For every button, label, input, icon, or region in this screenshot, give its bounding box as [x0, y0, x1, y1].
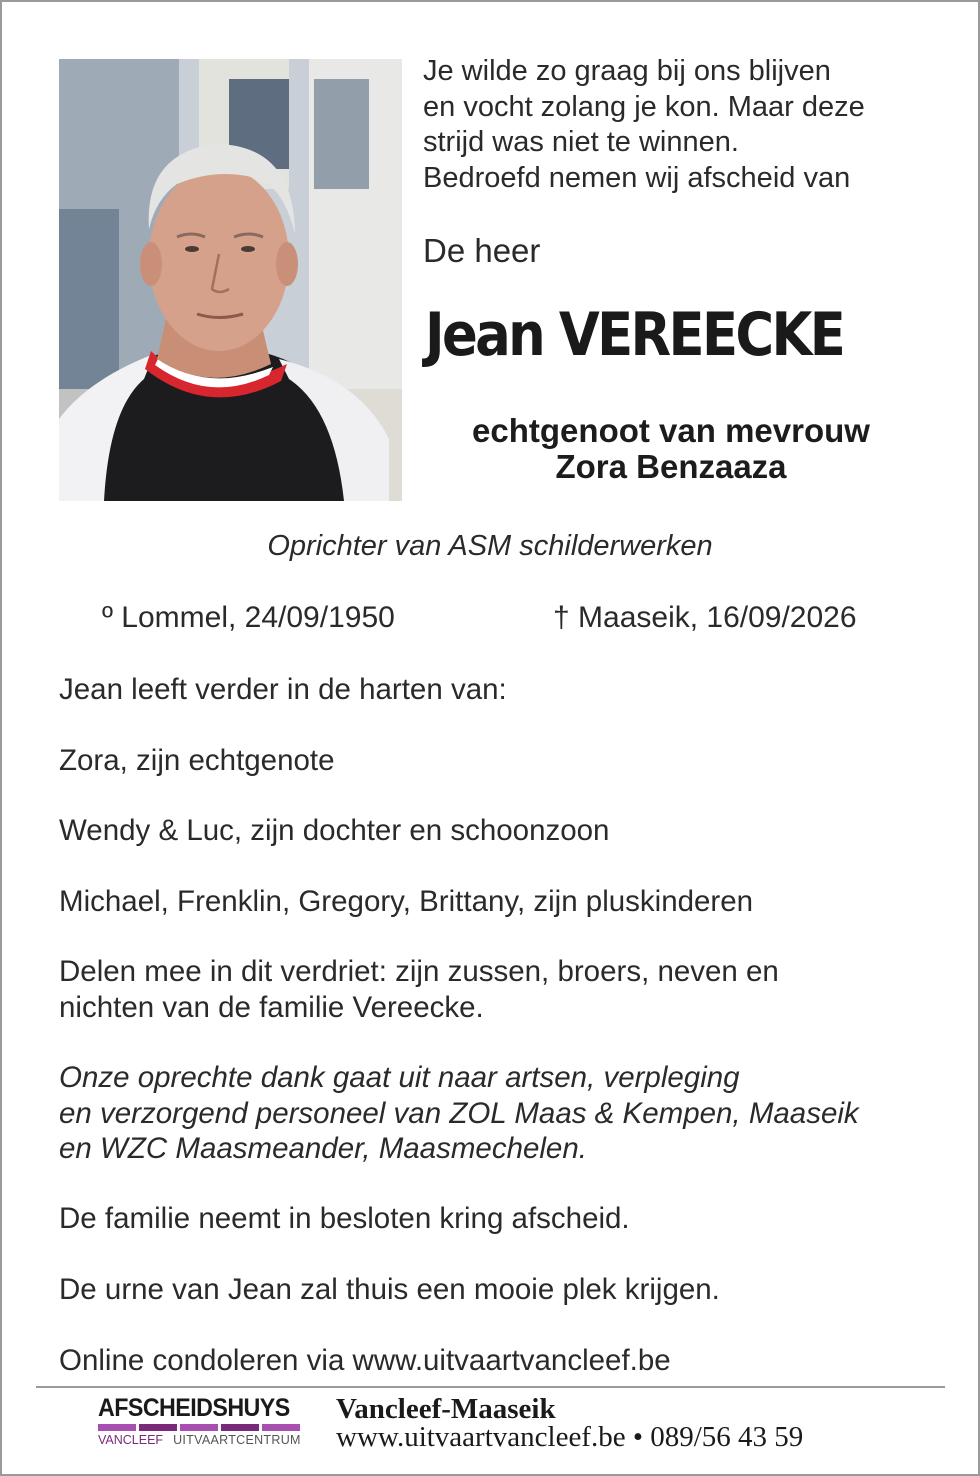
birth-info: º Lommel, 24/09/1950 — [102, 601, 395, 634]
logo-sub-left: VANCLEEF — [98, 1433, 164, 1447]
spouse-line-2: Zora Benzaaza — [555, 448, 787, 485]
spouse-block — [421, 413, 921, 485]
logo-sub-right: UITVAARTCENTRUM — [173, 1433, 301, 1447]
share-line: nichten van de familie Vereecke. — [59, 990, 484, 1024]
thanks-line: Onze oprechte dank gaat uit naar artsen, verpleging — [59, 1061, 740, 1095]
intro-text — [423, 54, 943, 196]
daughter-line: Wendy & Luc, zijn dochter en schoonzoon — [59, 814, 610, 848]
funeral-home-contact[interactable]: www.uitvaartvancleef.be • 089/56 43 59 — [336, 1421, 804, 1453]
portrait-photo — [59, 59, 402, 501]
afscheidshuys-logo — [98, 1394, 304, 1447]
deceased-name: Jean VEREECKE — [425, 300, 844, 370]
share-line: Delen mee in dit verdriet: zijn zussen, broers, neven en — [59, 955, 779, 989]
footer-divider — [36, 1386, 945, 1388]
intro-line: strijd was niet te winnen. — [423, 126, 739, 158]
logo-subtitle — [98, 1433, 304, 1447]
intro-line: Je wilde zo graag bij ons blijven — [423, 55, 831, 87]
salutation: De heer — [423, 232, 541, 269]
condolences-link[interactable]: Online condoleren via www.uitvaartvancleef.be — [59, 1343, 671, 1377]
logo-title: AFSCHEIDSHUYS — [98, 1394, 290, 1422]
intro-line: Bedroefd nemen wij afscheid van — [423, 161, 851, 194]
stepchildren-line: Michael, Frenklin, Gregory, Brittany, zijn pluskinderen — [59, 884, 754, 918]
founder-line: Oprichter van ASM schilderwerken — [267, 530, 713, 562]
lives-on-line: Jean leeft verder in de harten van: — [59, 673, 507, 706]
urn-line: De urne van Jean zal thuis een mooie plek krijgen. — [59, 1273, 720, 1307]
thanks-line: en WZC Maasmeander, Maasmechelen. — [59, 1131, 587, 1165]
logo-color-bars — [98, 1424, 304, 1431]
family-text — [59, 672, 939, 1413]
farewell-line: De familie neemt in besloten kring afscheid. — [59, 1202, 630, 1236]
death-info: † Maaseik, 16/09/2026 — [553, 601, 857, 634]
funeral-home-name: Vancleef-Maaseik — [336, 1393, 556, 1425]
spouse-line-1: echtgenoot van mevrouw — [472, 412, 870, 449]
wife-line: Zora, zijn echtgenote — [59, 743, 335, 777]
thanks-line: en verzorgend personeel van ZOL Maas & Kempen, Maaseik — [59, 1096, 859, 1130]
intro-line: en vocht zolang je kon. Maar deze — [423, 90, 865, 123]
